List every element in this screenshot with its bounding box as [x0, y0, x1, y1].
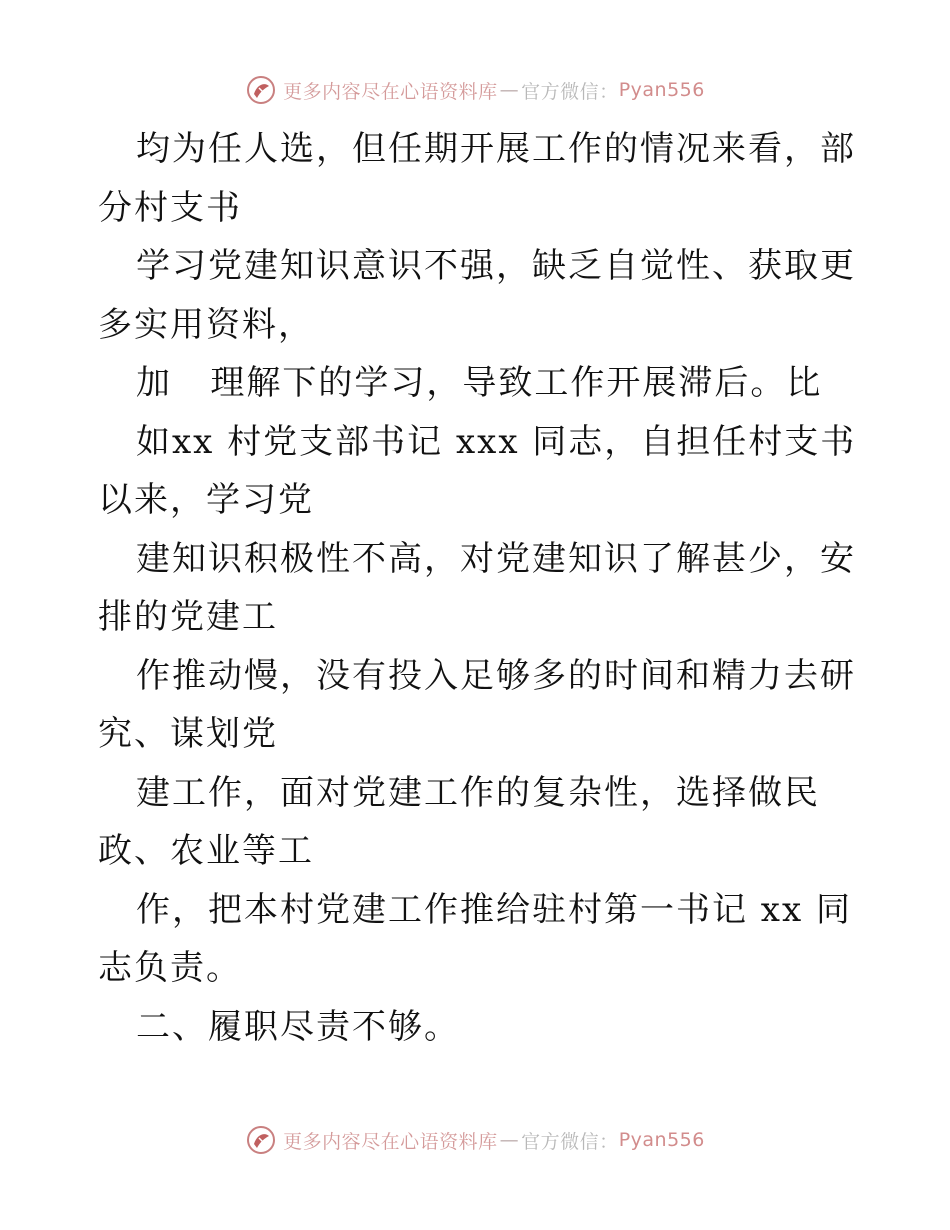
banner-brand-text: 更多内容尽在心语资料库: [283, 80, 498, 103]
paragraph-8: 作，把本村党建工作推给驻村第一书记 xx 同志负责。: [98, 889, 852, 988]
header-watermark-banner: [0, 70, 950, 110]
banner-wechat-id: Pyan556: [618, 1129, 705, 1151]
banner-wechat-label: 官方微信：: [521, 80, 619, 103]
banner-brand-text: 更多内容尽在心语资料库: [283, 1130, 498, 1153]
document-body: [98, 120, 858, 1056]
paragraph-5: 建知识积极性不高，对党建知识了解甚少，安排的党建工: [98, 538, 856, 637]
paragraph-1: 均为任人选，但任期开展工作的情况来看，部分村支书: [98, 129, 856, 228]
footer-watermark-banner: [0, 1120, 950, 1160]
paragraph-2: 学习党建知识意识不强，缺乏自觉性、获取更多实用资料，: [98, 246, 856, 345]
paragraph-4: 如xx 村党支部书记 xxx 同志，自担任村支书以来，学习党: [98, 421, 857, 520]
section-heading-2: 二、履职尽责不够。: [136, 1006, 460, 1047]
brand-logo-icon: [245, 74, 277, 106]
banner-wechat-label: 官方微信：: [521, 1130, 619, 1153]
banner-wechat-id: Pyan556: [618, 79, 705, 101]
paragraph-3: 加 理解下的学习，导致工作开展滞后。比: [136, 363, 823, 403]
paragraph-6: 作推动慢，没有投入足够多的时间和精力去研究、谋划党: [98, 655, 856, 754]
paragraph-7: 建工作，面对党建工作的复杂性，选择做民政、农业等工: [98, 772, 820, 871]
brand-logo-icon: [245, 1124, 277, 1156]
banner-dash: —: [499, 79, 520, 101]
banner-dash: —: [499, 1129, 520, 1151]
